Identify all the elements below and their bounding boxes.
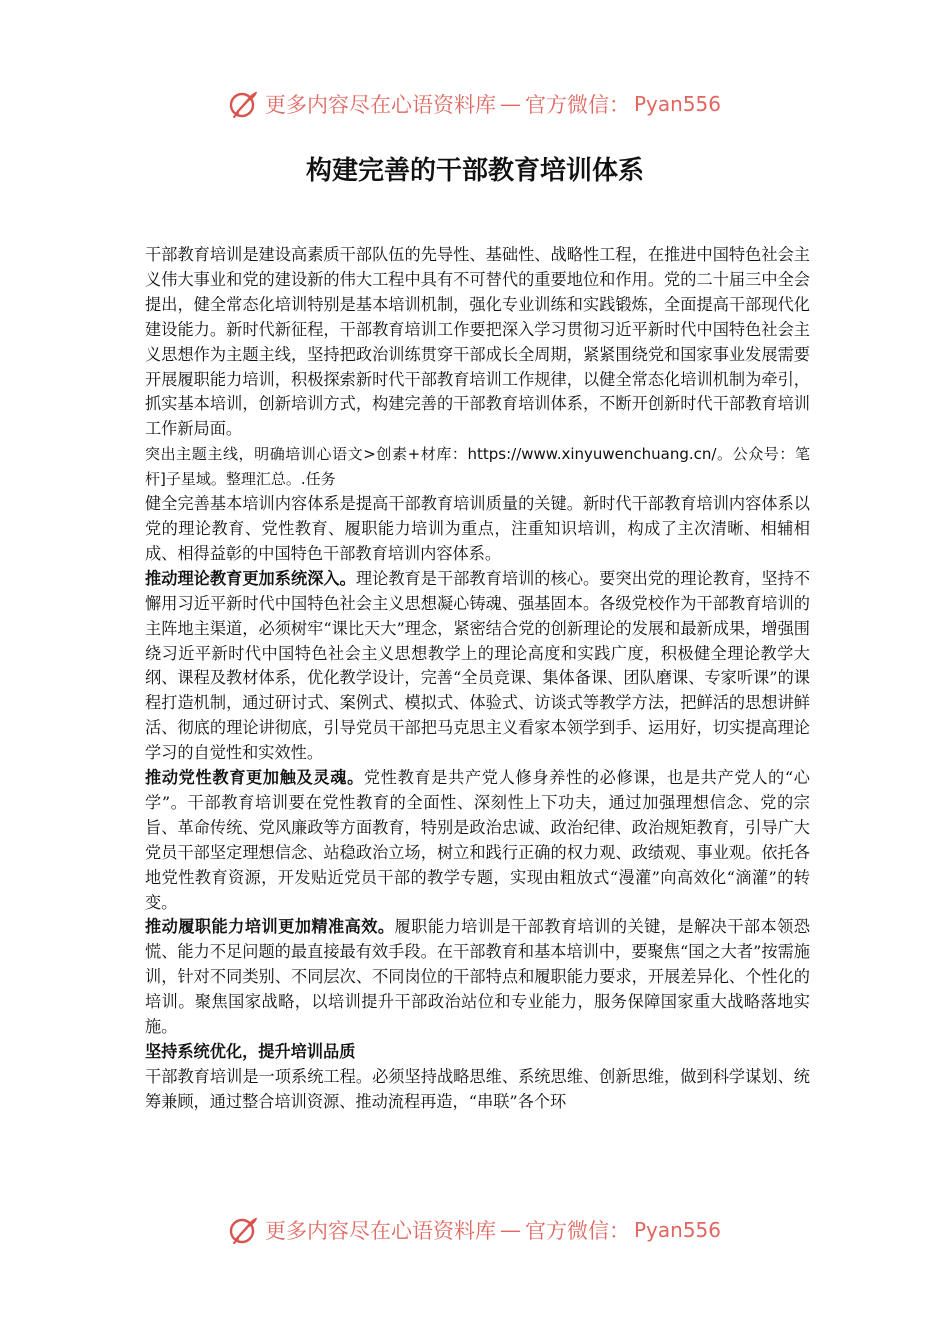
watermark-wechat-label: 官方微信： bbox=[524, 1219, 630, 1243]
quill-pen-icon bbox=[229, 1215, 259, 1245]
paragraph-theory-education bbox=[145, 567, 810, 766]
document-body bbox=[145, 243, 810, 1115]
subheading-theory-education: 推动理论教育更加系统深入。 bbox=[145, 568, 356, 588]
quill-pen-icon bbox=[229, 89, 259, 119]
section-heading-text: 坚持系统优化，提升培训品质 bbox=[145, 1042, 356, 1061]
watermark-text: 更多内容尽在心语资料库 bbox=[264, 1219, 496, 1243]
document-title: 构建完善的干部教育培训体系 bbox=[305, 156, 644, 186]
watermark-separator: — bbox=[499, 92, 521, 116]
watermark-wechat-id: Pyan556 bbox=[633, 1218, 721, 1242]
watermark-wechat-label: 官方微信： bbox=[524, 93, 630, 117]
paragraph-intro: 干部教育培训是建设高素质干部队伍的先导性、基础性、战略性工程，在推进中国特色社会主义伟大事业和党的建设新的伟大工程中具有不可替代的重要地位和作用。党的二十届三中全会提出，健全常态化培训特别是基本培训机制，强化专业训练和实践锻炼，全面提高干部现代化建设能力。新时代新征程，干部教育培训工作要把深入学习贯彻习近平新时代中国特色社会主义思想作为主题主线，坚持把政治训练贯穿干部成长全周期，紧紧围绕党和国家事业发展需要开展履职能力培训，积极探索新时代干部教育培训工作规律，以健全常态化培训机制为牵引，抓实基本培训，创新培训方式，构建完善的干部教育培训体系，不断开创新时代干部教育培训工作新局面。 bbox=[145, 245, 810, 439]
section-heading bbox=[145, 1040, 810, 1065]
subheading-duty-ability: 推动履职能力培训更加精准高效。 bbox=[145, 917, 395, 937]
paragraph-duty-ability bbox=[145, 915, 810, 1040]
paragraph-theory-text: 理论教育是干部教育培训的核心。要突出党的理论教育，坚持不懈用习近平新时代中国特色社会主义思想凝心铸魂、强基固本。各级党校作为干部教育培训的主阵地主渠道，必须树牢“课比天大”理念，紧密结合党的创新理论的发展和最新成果，增强围绕习近平新时代中国特色社会主义思想教学上的理论高度和实践广度，积极健全理论教学大纲、课程及教材体系，优化教学设计，完善“全员竞课、集体备课、团队磨课、专家听课”的课程打造机制，通过研讨式、案例式、模拟式、体验式、访谈式等教学方法，把鲜活的思想讲鲜活、彻底的理论讲彻底，引导党员干部把马克思主义看家本领学到手、运用好，切实提高理论学习的自觉性和实效性。 bbox=[145, 568, 811, 763]
paragraph-system-optimization: 干部教育培训是一项系统工程。必须坚持战略思维、系统思维、创新思维，做到科学谋划、统筹兼顾，通过整合培训资源、推动流程再造，“串联”各个环 bbox=[145, 1066, 810, 1111]
paragraph-content-system: 健全完善基本培训内容体系是提高干部教育培训质量的关键。新时代干部教育培训内容体系以党的理论教育、党性教育、履职能力培训为重点，注重知识培训，构成了主次清晰、相辅相成、相得益彰的中国特色干部教育培训内容体系。 bbox=[145, 494, 810, 563]
subheading-party-spirit: 推动党性教育更加触及灵魂。 bbox=[145, 768, 364, 788]
paragraph-duty-ability-text: 履职能力培训是干部教育培训的关键，是解决干部本领恐慌、能力不足问题的最直接最有效手段。在干部教育和基本培训中，要聚焦“国之大者”按需施训，针对不同类别、不同层次、不同岗位的干部特点和履职能力要求，开展差异化、个性化的培训。聚焦国家战略，以培训提升干部政治站位和专业能力，服务保障国家重大战略落地实施。 bbox=[145, 917, 811, 1037]
watermark-separator: — bbox=[499, 1218, 521, 1242]
paragraph-party-spirit-text: 党性教育是共产党人修身养性的必修课，也是共产党人的“心学”。干部教育培训要在党性教育的全面性、深刻性上下功夫，通过加强理想信念、党的宗旨、革命传统、党风廉政等方面教育，特别是政治忠诚、政治纪律、政治规矩教育，引导广大党员干部坚定理想信念、站稳政治立场，树立和践行正确的权力观、政绩观、事业观。依托各地党性教育资源，开发贴近党员干部的教学专题，实现由粗放式“漫灌”向高效化“滴灌”的转变。 bbox=[145, 768, 810, 912]
watermark-text: 更多内容尽在心语资料库 bbox=[264, 93, 496, 117]
paragraph-note: 突出主题主线，明确培训心语文>创素+材库：https://www.xinyuwenchuang.cn/。公众号：笔杆]子星域。整理汇总。.任务 bbox=[145, 445, 810, 489]
watermark-footer bbox=[0, 1210, 950, 1250]
watermark-wechat-id: Pyan556 bbox=[633, 92, 721, 116]
paragraph-party-spirit bbox=[145, 766, 810, 915]
watermark-header bbox=[0, 84, 950, 124]
